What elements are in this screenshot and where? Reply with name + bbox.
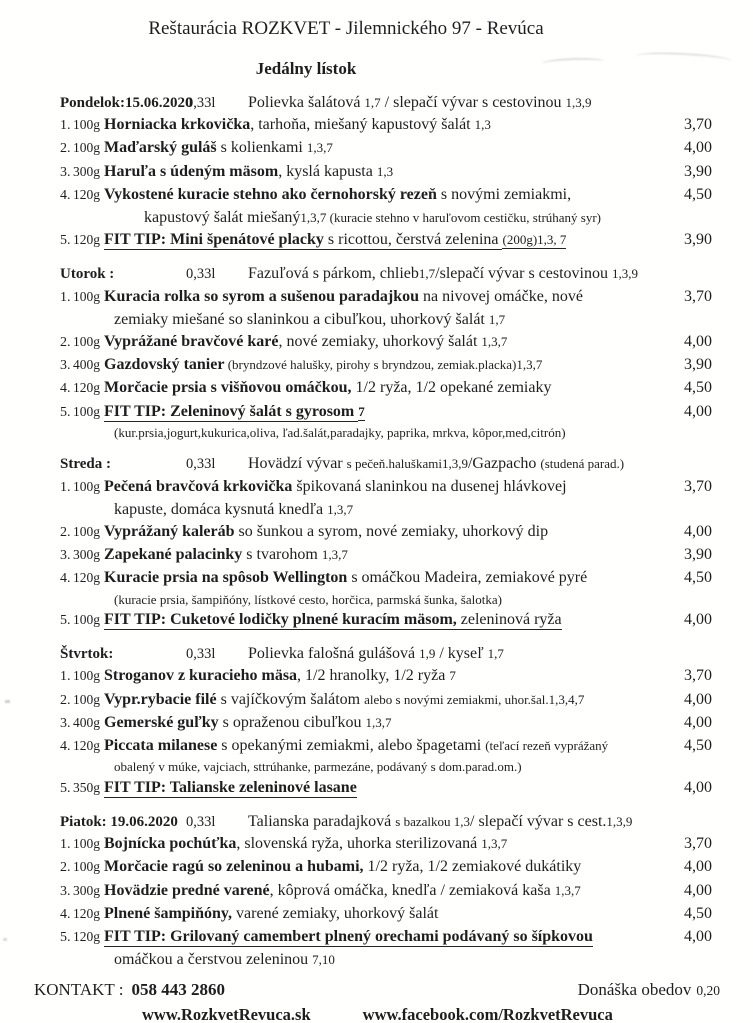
item-description [104, 949, 666, 971]
item-quantity: 120g [73, 570, 100, 586]
item-description [104, 499, 666, 521]
text-segment: zeleninová ryža [456, 611, 562, 629]
item-price: 4,50 [684, 737, 712, 755]
item-number-qty [60, 184, 104, 207]
item-quantity: 100g [73, 140, 100, 156]
menu-item-continuation [60, 499, 712, 521]
item-quantity: 300g [73, 882, 100, 898]
text-segment: Morčacie ragú so zeleninou a hubami, [104, 858, 364, 876]
text-segment: Vyprážaný kaleráb [104, 522, 235, 540]
menu-item-row [60, 689, 712, 712]
text-segment: Polievka falošná gulášová [248, 645, 420, 663]
text-segment: Gemerské guľky [104, 713, 219, 731]
text-segment: (studená parad.) [540, 456, 625, 472]
item-number: 4. [60, 571, 71, 587]
item-description [104, 856, 666, 878]
text-segment: s vajíčkovým šalátom [216, 690, 365, 708]
text-segment: 1,7 [418, 266, 436, 282]
item-quantity: 100g [73, 612, 100, 628]
text-segment: na nivovej omáčke, nové [419, 287, 583, 305]
item-number: 1. [60, 479, 71, 495]
item-quantity: 300g [73, 547, 100, 563]
menu-item-row [60, 354, 712, 377]
item-description [104, 377, 666, 399]
website-url: www.RozkvetRevuca.sk [142, 1005, 311, 1023]
item-price: 3,70 [684, 116, 712, 134]
item-number: 3. [60, 164, 71, 180]
menu-item-continuation [60, 591, 712, 610]
menu-item-row [60, 286, 712, 309]
item-number: 2. [60, 860, 71, 876]
text-segment: obalený v múke, vajciach, sttrúhanke, parmezáne, podávaný s dom.parad.om.) [114, 759, 522, 775]
text-segment: Maďarský guláš [104, 139, 217, 157]
item-number-qty [60, 354, 104, 377]
day-header [60, 92, 712, 114]
day-label: Pondelok:15.06.2020 [60, 95, 193, 111]
text-segment: , tarhoňa, miešaný kapustový šalát [250, 116, 475, 134]
footer [34, 980, 720, 1023]
text-segment: 1,3,9 [612, 266, 638, 282]
item-description [104, 424, 666, 443]
item-quantity: 100g [73, 668, 100, 684]
text-segment: Morčacie prsia s višňovou omáčkou, [104, 379, 352, 397]
item-price: 4,00 [684, 611, 712, 629]
text-segment: FIT TIP: Grilovaný camembert plnený orechami podávaný so šípkovou [104, 928, 593, 945]
menu-item-row [60, 777, 712, 800]
text-segment: s bazalkou 1,3 [395, 813, 470, 829]
text-segment: 1,3 [376, 163, 394, 179]
text-segment: FIT TIP: Mini špenátové placky [104, 231, 324, 249]
menu-item-row [60, 377, 712, 400]
item-quantity: 400g [73, 714, 100, 730]
text-segment: (200g)1,3, 7 [502, 232, 567, 248]
text-segment: / slepačí vývar s cestovinou [380, 94, 566, 111]
item-price: 4,00 [684, 778, 712, 796]
item-price: 4,50 [684, 185, 712, 203]
menu-item-row [60, 903, 712, 926]
text-segment: Kuracia rolka so syrom a sušenou paradajkou [104, 287, 420, 305]
text-segment: (bryndzové halušky, pirohy s bryndzou, zemiak.placka)1,3,7 [224, 357, 543, 373]
item-price: 4,00 [684, 858, 712, 876]
day-header [60, 643, 712, 665]
text-segment: Hovädzie predné varené [104, 881, 270, 899]
text-segment: Plnené šampiňóny, [104, 904, 233, 922]
item-number-qty [60, 689, 104, 712]
item-description [104, 903, 666, 925]
item-number: 3. [60, 358, 71, 374]
item-quantity: 350g [73, 779, 100, 795]
day-soup-description [248, 643, 712, 665]
text-segment: Vyprážané bravčové karé [104, 333, 279, 351]
item-quantity: 100g [73, 691, 100, 707]
day-soup-description [248, 92, 712, 114]
text-segment: 7,10 [312, 952, 335, 968]
item-number-qty [60, 521, 104, 544]
text-segment: 1,7 [364, 95, 381, 110]
contact [34, 980, 225, 1000]
text-segment: s omáčkou Madeira, zemiakové pyré [347, 569, 588, 587]
menu-item-continuation [60, 949, 712, 971]
text-segment: , slovenská ryža, uhorka sterilizovaná [236, 835, 482, 853]
text-segment: FIT TIP: Cuketové lodičky plnené kuracím mäsom, [104, 611, 457, 629]
day-label: Utorok : [60, 266, 115, 283]
item-quantity: 100g [73, 523, 100, 539]
day-volume: 0,33l [186, 646, 216, 663]
menu-item-continuation [60, 424, 712, 443]
item-number-qty [60, 401, 104, 424]
item-description [104, 184, 666, 206]
item-number: 3. [60, 548, 71, 564]
text-segment: 1,9 [419, 646, 436, 662]
day-label: Štvrtok: [60, 646, 114, 663]
text-segment: 1,3,9 [565, 95, 592, 110]
text-segment: Kuracie prsia na spôsob Wellington [104, 569, 348, 587]
item-quantity: 120g [73, 905, 100, 921]
item-number-qty [60, 229, 104, 252]
item-number-qty [60, 609, 104, 632]
text-segment: 1/2 ryža, 1/2 zemiakové dukátiky [363, 858, 582, 876]
item-number-qty [60, 161, 104, 184]
item-price: 3,70 [684, 835, 712, 853]
text-segment: Vykostené kuracie stehno ako černohorský rezeň [104, 185, 437, 203]
item-description [104, 521, 666, 543]
menu-days [60, 92, 712, 971]
menu-item-continuation [60, 207, 712, 229]
item-quantity: 100g [73, 836, 100, 852]
item-price: 3,90 [684, 231, 712, 249]
item-description [104, 880, 666, 902]
text-segment: s kolienkami [216, 139, 307, 157]
text-segment: omáčkou a čerstvou zeleninou [114, 951, 313, 969]
item-description [104, 735, 666, 757]
day-volume: 0,33l [186, 456, 216, 473]
item-description [104, 544, 666, 566]
day-soup-description [248, 811, 712, 833]
item-number: 2. [60, 141, 71, 157]
item-number-qty [60, 377, 104, 400]
item-number: 4. [60, 739, 71, 755]
item-description [104, 286, 666, 308]
menu-item-row [60, 926, 712, 949]
item-number: 5. [60, 613, 71, 629]
text-segment: 1,3,7 [300, 210, 327, 226]
item-number-qty [60, 856, 104, 879]
item-number: 5. [60, 780, 71, 796]
text-segment: 1,3,7 [481, 836, 508, 852]
scan-smudge [636, 50, 732, 66]
text-segment: s ricottou, čerstvá zelenina [323, 231, 503, 249]
menu-item-row [60, 880, 712, 903]
text-segment: 1,7 [487, 646, 504, 662]
item-price: 4,50 [684, 904, 712, 922]
text-segment: (teľací rezeň vyprážaný [485, 738, 609, 754]
text-segment: FIT TIP: Talianske zeleninové lasane [104, 778, 357, 796]
day-soup-description [248, 453, 712, 475]
day-soup-description [248, 263, 712, 285]
item-number: 5. [60, 404, 71, 420]
menu-item-continuation [60, 758, 712, 777]
item-price: 4,00 [684, 522, 712, 540]
item-number-qty [60, 544, 104, 567]
menu-item-row [60, 735, 712, 758]
day-section [60, 811, 712, 971]
item-description [104, 229, 666, 251]
text-segment: / kyseľ [435, 645, 488, 663]
item-number-qty [60, 567, 104, 590]
item-description [104, 207, 666, 229]
text-segment: 1,3,7 [554, 882, 581, 898]
text-segment: 1,3,9 [606, 813, 633, 829]
item-price: 3,90 [684, 356, 712, 374]
item-price: 4,00 [684, 881, 712, 899]
text-segment: s pečeň.haluškami1,3,9 [346, 456, 468, 472]
menu-item-row [60, 184, 712, 207]
item-description [104, 161, 666, 183]
item-quantity: 400g [73, 357, 100, 373]
item-description [104, 331, 666, 353]
item-number: 3. [60, 715, 71, 731]
text-segment: 1,7 [488, 311, 506, 327]
text-segment: Vypr.rybacie filé [104, 690, 217, 708]
day-section [60, 92, 712, 252]
item-quantity: 120g [73, 186, 100, 202]
item-description [104, 567, 666, 589]
text-segment: , kyslá kapusta [278, 162, 377, 180]
item-description [104, 354, 666, 376]
day-label: Streda : [60, 456, 111, 473]
text-segment: (kuracie stehno v haruľovom cestičku, strúhaný syr) [326, 210, 602, 226]
text-segment: Talianska paradajková [248, 812, 396, 830]
menu-item-row [60, 137, 712, 160]
item-number-qty [60, 286, 104, 309]
item-number: 4. [60, 187, 71, 203]
item-number: 1. [60, 669, 71, 685]
item-number: 5. [60, 930, 71, 945]
text-segment: Piccata milanese [104, 737, 218, 755]
item-description [104, 689, 666, 711]
day-section [60, 453, 712, 632]
item-number: 2. [60, 335, 71, 351]
item-price: 3,70 [684, 667, 712, 685]
item-price: 4,50 [684, 569, 712, 587]
item-number-qty [60, 476, 104, 499]
menu-item-row [60, 833, 712, 856]
item-description [104, 926, 666, 948]
item-description [104, 665, 666, 687]
delivery-price: 0,20 [696, 983, 720, 999]
day-volume: 0,33l [186, 813, 216, 830]
item-number: 2. [60, 524, 71, 540]
menu-item-row [60, 476, 712, 499]
text-segment: 1,3,7 [306, 140, 333, 156]
day-header [60, 263, 712, 285]
menu-title: Jedálny lístok [255, 59, 357, 78]
day-section [60, 643, 712, 800]
delivery-info [578, 980, 720, 1000]
contact-phone: 058 443 2860 [131, 980, 225, 1000]
text-segment: / slepačí vývar s cest. [470, 812, 607, 830]
day-header [60, 811, 712, 833]
day-volume: 0,33l [186, 266, 216, 283]
text-segment: alebo s novými zemiakmi, uhor.šal.1,3,4,7 [364, 691, 585, 707]
item-price: 3,90 [684, 162, 712, 180]
text-segment: (kur.prsia,jogurt,kukurica,oliva, ľad.šalát,paradajky, paprika, mrkva, kôpor,med,citrón) [114, 424, 566, 440]
menu-item-row [60, 712, 712, 735]
menu-item-row [60, 401, 712, 424]
scan-speck [3, 938, 7, 941]
item-number: 3. [60, 883, 71, 899]
item-number-qty [60, 903, 104, 926]
item-number: 1. [60, 118, 71, 134]
text-segment: zemiaky miešané so slaninkou a cibuľkou, uhorkový šalát [114, 310, 489, 328]
text-segment: Horniacka krkovička [104, 116, 251, 134]
text-segment: 1,3,7 [481, 334, 508, 350]
scan-speck [5, 700, 10, 703]
item-price: 4,00 [684, 713, 712, 731]
text-segment: varené zemiaky, uhorkový šalát [232, 904, 439, 922]
contact-label: KONTAKT : [34, 980, 124, 1000]
item-number: 1. [60, 837, 71, 853]
item-number-qty [60, 833, 104, 856]
text-segment: kapustový šalát miešaný [144, 209, 301, 227]
menu-item-row [60, 609, 712, 632]
item-price: 4,00 [684, 333, 712, 351]
item-quantity: 100g [73, 478, 100, 494]
text-segment: 1,3 [474, 117, 491, 133]
menu-item-row [60, 567, 712, 590]
day-section [60, 263, 712, 442]
text-segment: Gazdovský tanier [104, 356, 225, 374]
item-quantity: 120g [73, 929, 100, 944]
item-description [104, 137, 666, 159]
item-price: 4,50 [684, 379, 712, 397]
text-segment: (kuracie prsia, šampiňóny, lístkové cesto, horčica, parmská šunka, šalotka) [114, 591, 502, 607]
day-header [60, 453, 712, 475]
text-segment: FIT TIP: Zeleninový šalát s gyrosom [104, 402, 359, 420]
text-segment: kapuste, domáca kysnutá knedľa [114, 500, 328, 518]
text-segment: s novými zemiakmi, [436, 185, 572, 203]
item-description [104, 712, 666, 734]
text-segment: , 1/2 hranolky, 1/2 ryža [297, 667, 450, 685]
text-segment: Polievka šalátová [248, 94, 365, 111]
text-segment: 7 [449, 668, 456, 684]
text-segment: , nové zemiaky, uhorkový šalát [278, 333, 482, 351]
item-description [104, 591, 666, 610]
item-number-qty [60, 137, 104, 160]
item-number: 4. [60, 381, 71, 397]
item-quantity: 120g [73, 738, 100, 754]
item-price: 3,70 [684, 287, 712, 305]
facebook-url: www.facebook.com/RozkvetRevuca [362, 1005, 613, 1023]
item-number-qty [60, 712, 104, 735]
text-segment: Hovädzí vývar [248, 455, 347, 473]
menu-item-continuation [60, 309, 712, 331]
item-number-qty [60, 880, 104, 903]
item-number-qty [60, 777, 104, 800]
item-price: 4,00 [684, 928, 712, 945]
item-quantity: 100g [73, 288, 100, 304]
item-number-qty [60, 665, 104, 688]
text-segment: 1,3,7 [365, 714, 392, 730]
restaurant-title: Reštaurácia ROZKVET - Jilemnického 97 - Revúca [148, 18, 544, 39]
item-number-qty [60, 926, 104, 949]
menu-item-row [60, 229, 712, 252]
item-description [104, 114, 666, 136]
item-number-qty [60, 331, 104, 354]
item-number-qty [60, 735, 104, 758]
day-label: Piatok: 19.06.2020 [60, 813, 178, 830]
item-description [104, 476, 666, 498]
text-segment: /Gazpacho [467, 455, 541, 473]
item-price: 4,00 [684, 402, 712, 420]
item-description [104, 833, 666, 855]
text-segment: Haruľa s údeným mäsom [104, 162, 279, 180]
text-segment: Bojnícka pochúťka [104, 835, 237, 853]
day-volume: 0,33l [186, 95, 216, 111]
item-quantity: 100g [73, 334, 100, 350]
menu-item-row [60, 544, 712, 567]
delivery-label: Donáška obedov [577, 980, 692, 1000]
menu-item-row [60, 161, 712, 184]
footer-links-row [142, 1005, 720, 1023]
item-price: 4,00 [684, 139, 712, 157]
text-segment: s opraženou cibuľkou [218, 713, 366, 731]
item-price: 4,00 [684, 690, 712, 708]
text-segment: Pečená bravčová krkovička [104, 477, 293, 495]
item-quantity: 100g [73, 859, 100, 875]
text-segment: Zapekané palacinky [104, 546, 243, 564]
item-description [104, 777, 666, 799]
menu-item-row [60, 331, 712, 354]
item-quantity: 100g [73, 403, 100, 419]
item-number: 5. [60, 233, 71, 249]
item-price: 3,70 [684, 477, 712, 495]
item-quantity: 300g [73, 163, 100, 179]
menu-item-row [60, 521, 712, 544]
text-segment: 1,3,7 [321, 547, 348, 563]
text-segment: s opekanými zemiakmi, alebo špagetami [217, 737, 486, 755]
text-segment: 7 [358, 403, 365, 419]
item-number: 1. [60, 289, 71, 305]
item-quantity: 120g [73, 380, 100, 396]
text-segment: , kôprová omáčka, knedľa / zemiaková kaša [269, 881, 555, 899]
menu-item-row [60, 856, 712, 879]
item-description [104, 758, 666, 777]
item-price: 3,90 [684, 546, 712, 564]
text-segment: špikovaná slaninkou na dusenej hlávkovej [292, 477, 567, 495]
text-segment: 1/2 ryža, 1/2 opekané zemiaky [351, 379, 552, 397]
item-number: 4. [60, 906, 71, 922]
item-description [104, 309, 666, 331]
text-segment: Fazuľová s párkom, chlieb [248, 265, 419, 283]
text-segment: /slepačí vývar s cestovinou [435, 265, 612, 283]
text-segment: Stroganov z kuracieho mäsa [104, 667, 298, 685]
item-quantity: 120g [73, 232, 100, 248]
text-segment: 1,3,7 [327, 501, 354, 517]
item-quantity: 100g [73, 117, 100, 133]
item-number: 2. [60, 692, 71, 708]
item-description [104, 401, 666, 423]
item-description [104, 609, 666, 631]
text-segment: s tvarohom [242, 546, 322, 564]
item-number-qty [60, 114, 104, 137]
footer-contact-row [34, 980, 720, 1000]
menu-item-row [60, 114, 712, 137]
menu-item-row [60, 665, 712, 688]
text-segment: so šunkou a syrom, nové zemiaky, uhorkový dip [234, 522, 549, 540]
